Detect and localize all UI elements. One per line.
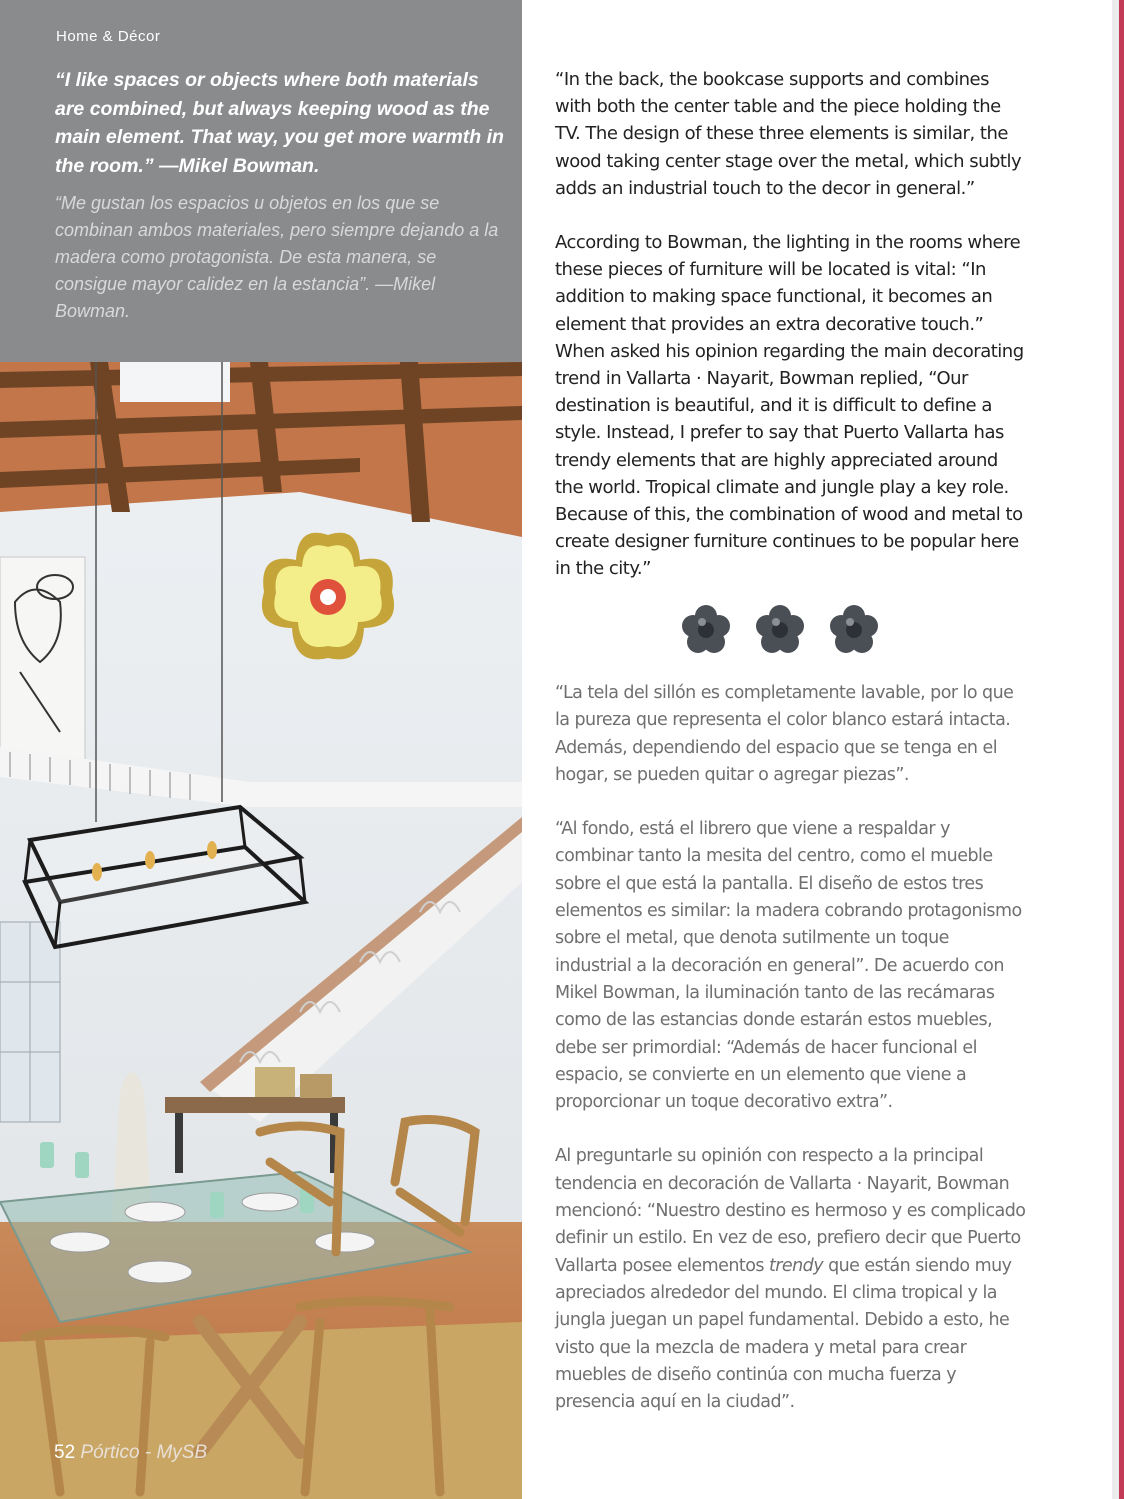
section-divider: [680, 604, 880, 656]
spanish-italic-word: trendy: [768, 1255, 824, 1276]
flower-ornament-icon: [680, 604, 732, 656]
english-body: [555, 66, 1030, 583]
spanish-paragraph-2: “Al fondo, está el librero que viene a respaldar y combinar tanto la mesita del centro, como el mueble sobre el que está la pantalla. El diseño de estos tres elementos es similar: la madera cobrando protagonismo sobre el metal, que denota sutilmente un toque industrial a la decoración en general”. De acuerdo con Mikel Bowman, la iluminación tanto de las recámaras como de las estancias donde estarán estos muebles, debe ser primordial: “Además de hacer funcional el espacio, se convierte en un elemento que viene a proporcionar un toque decorativo extra”.: [555, 819, 1022, 1113]
publication-name: Pórtico - MySB: [80, 1442, 208, 1463]
english-paragraph-1: “In the back, the bookcase supports and combines with both the center table and the piece holding the TV. The design of these three elements is similar, the wood taking center stage over the metal, which subtly adds an industrial touch to the decor in general.”: [555, 69, 1022, 199]
spanish-paragraph-3: [555, 1143, 1030, 1416]
pull-quote-spanish: “Me gustan los espacios u objetos en los que se combinan ambos materiales, pero siempre dejando a la madera como protagonista. De esta manera, se consigue mayor calidez en la estancia”. —Mikel Bowman.: [55, 193, 499, 321]
pull-quote-english: “I like spaces or objects where both materials are combined, but always keeping wood as the main element. That way, you get more warmth in the room.” —Mikel Bowman.: [55, 69, 504, 177]
pull-quote-panel: [0, 0, 522, 362]
dining-room-photo: [0, 362, 522, 1499]
spanish-body: [555, 680, 1030, 1416]
english-paragraph-2: According to Bowman, the lighting in the rooms where these pieces of furniture will be located is vital: “In addition to making space functional, it becomes an element that provides an extra decorative touch.” When asked his opinion regarding the main decorating trend in Vallarta · Nayarit, Bowman replied, “Our destination is beautiful, and it is difficult to define a style. Instead, I prefer to say that Puerto Vallarta has trendy elements that are highly appreciated around the world. Tropical climate and jungle play a key role. Because of this, the combination of wood and metal to create designer furniture continues to be popular here in the city.”: [555, 232, 1024, 580]
spanish-paragraph-1: “La tela del sillón es completamente lavable, por lo que la pureza que representa el color blanco estará intacta. Además, dependiendo del espacio que se tenga en el hogar, se pueden quitar o agregar piezas”.: [555, 683, 1014, 785]
page-folio: [54, 1442, 207, 1464]
section-label: Home & Décor: [56, 28, 161, 45]
accent-edge-strip: [1119, 0, 1124, 1499]
spanish-paragraph-3-start: Al preguntarle su opinión con respecto a la principal tendencia en decoración de Vallarta · Nayarit, Bowman mencionó: “Nuestro destino es hermoso y es complicado definir un estilo. En vez de eso, prefiero decir que Puerto Vallarta posee elementos: [555, 1146, 1026, 1276]
page-number: 52: [54, 1442, 76, 1463]
spanish-paragraph-3-end: que están siendo muy apreciados alrededor del mundo. El clima tropical y la jungla juegan un papel fundamental. Debido a esto, he visto que la mezcla de madera y metal para crear muebles de diseño continúa con mucha fuerza y presencia aquí en la ciudad”.: [555, 1255, 1012, 1413]
page-gutter: [1112, 0, 1119, 1499]
flower-ornament-icon: [754, 604, 806, 656]
flower-ornament-icon: [828, 604, 880, 656]
